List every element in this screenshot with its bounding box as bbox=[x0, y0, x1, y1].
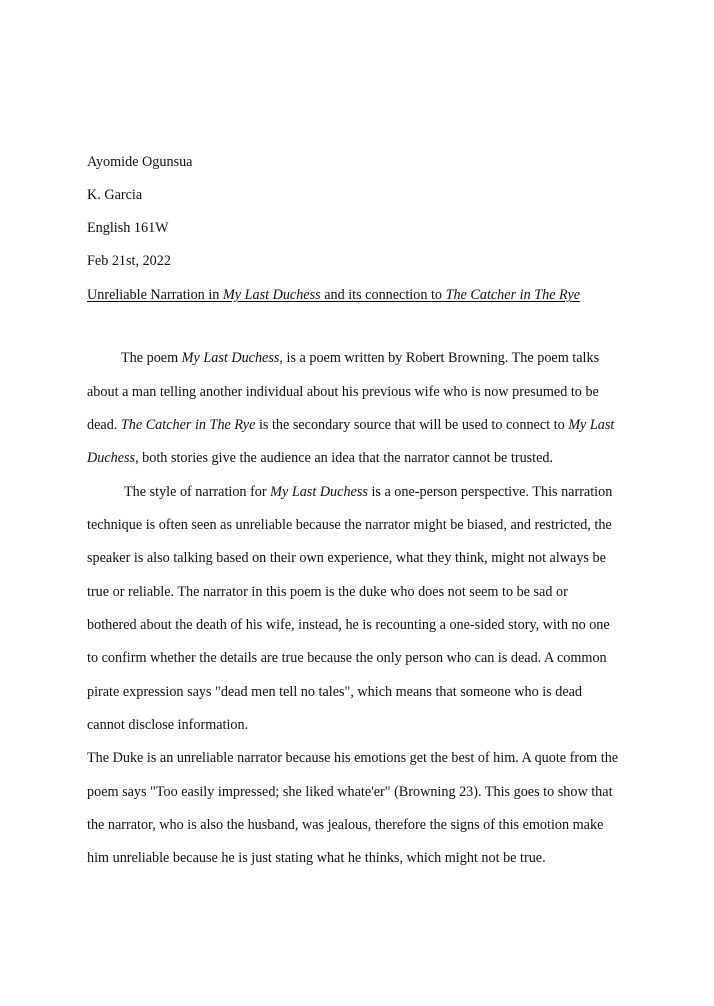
p1-l3-c: is the secondary source that will be used to connect to bbox=[255, 417, 569, 433]
p2-line-7: pirate expression says "dead men tell no tales", which means that someone who is dead bbox=[87, 684, 583, 700]
title-part-1: Unreliable Narration in bbox=[87, 287, 223, 303]
p1-l1-c: , is a poem written by Robert Browning. The poem talks bbox=[279, 350, 600, 366]
p2-l1-c: is a one-person perspective. This narration bbox=[367, 484, 613, 500]
p1-line-2: about a man telling another individual about his previous wife who is now presumed to be bbox=[87, 384, 599, 400]
p1-l3-poem: My Last bbox=[568, 417, 615, 433]
p1-l4-poem: Duchess bbox=[87, 450, 136, 466]
p1-line-1 bbox=[121, 348, 599, 368]
p1-l3-a: dead. bbox=[87, 417, 121, 433]
course-name: English 161W bbox=[87, 220, 169, 236]
p2-line-2: technique is often seen as unreliable because the narrator might be biased, and restricted, the bbox=[87, 517, 612, 533]
p1-line-3 bbox=[87, 415, 614, 435]
p2-line-6: to confirm whether the details are true because the only person who can is dead. A common bbox=[87, 650, 607, 666]
title-poem-name: My Last Duchess bbox=[222, 287, 321, 303]
p2-line-5: bothered about the death of his wife, instead, he is recounting a one-sided story, with no one bbox=[87, 617, 610, 633]
p3-line-2: poem says "Too easily impressed; she liked whate'er" (Browning 23). This goes to show that bbox=[87, 784, 613, 800]
p1-l3-novel: The Catcher in The Rye bbox=[120, 417, 256, 433]
p2-line-8: cannot disclose information. bbox=[87, 717, 249, 733]
p1-line-4 bbox=[87, 448, 553, 468]
essay-date: Feb 21st, 2022 bbox=[87, 253, 171, 269]
essay-title bbox=[87, 285, 580, 305]
p2-line-1 bbox=[124, 482, 612, 502]
p3-line-1: The Duke is an unreliable narrator because his emotions get the best of him. A quote from the bbox=[87, 750, 619, 766]
author-name: Ayomide Ogunsua bbox=[87, 154, 193, 170]
p1-l1-a: The poem bbox=[121, 350, 182, 366]
p2-line-3: speaker is also talking based on their own experience, what they think, might not always be bbox=[87, 550, 606, 566]
p2-l1-a: The style of narration for bbox=[124, 484, 271, 500]
p2-l1-poem: My Last Duchess bbox=[270, 484, 368, 500]
p2-line-4: true or reliable. The narrator in this poem is the duke who does not seem to be sad or bbox=[87, 584, 568, 600]
instructor-name: K. Garcia bbox=[87, 187, 143, 203]
title-part-3: and its connection to bbox=[320, 287, 446, 303]
p1-l1-poem: My Last Duchess bbox=[181, 350, 280, 366]
p3-line-3: the narrator, who is also the husband, was jealous, therefore the signs of this emotion make bbox=[87, 817, 604, 833]
p1-l4-b: , both stories give the audience an idea that the narrator cannot be trusted. bbox=[135, 450, 554, 466]
p3-line-4: him unreliable because he is just stating what he thinks, which might not be true. bbox=[87, 850, 546, 866]
title-novel-name: The Catcher in The Rye bbox=[445, 287, 581, 303]
